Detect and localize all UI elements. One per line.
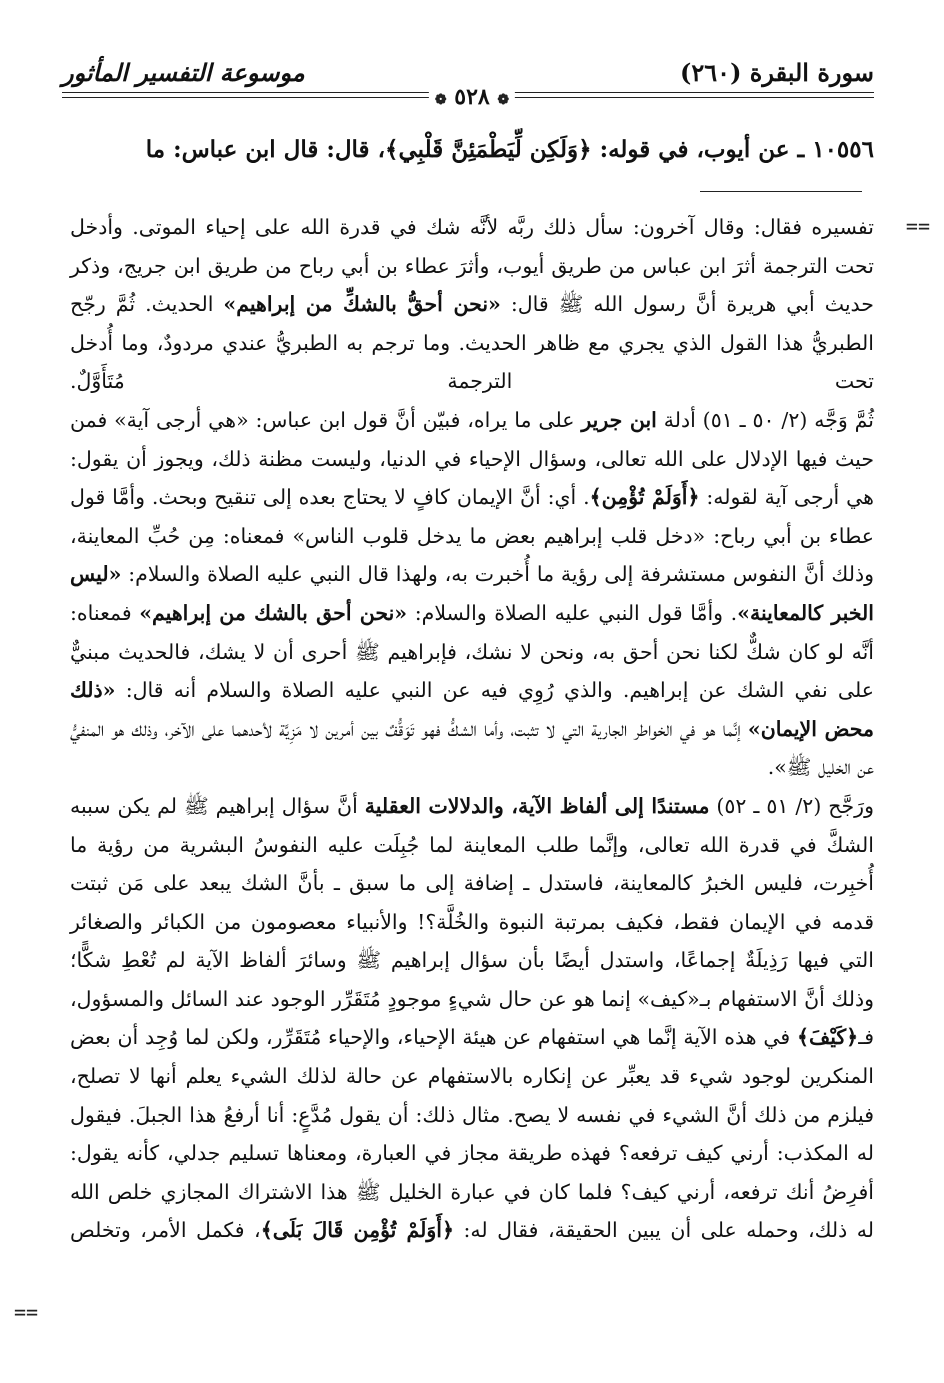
page-number-box bbox=[429, 84, 515, 110]
footnote-body bbox=[70, 208, 874, 1250]
footnote-text: على ما يراه، فبيّن أنَّ قول ابن عباس: «هي أرجى آية» فمن حيث فيها الإدلال على الله تعالى، وسؤال الإحياء في الدنيا، وليست مظنة ذلك، ويجوز أن يقول: هي أرجى آية لقوله: bbox=[70, 407, 874, 510]
footnote-text: . وأمَّا قول النبي عليه الصلاة والسلام: bbox=[407, 600, 738, 625]
narration-text: ، قال: قال bbox=[275, 136, 385, 163]
footnote-paragraph-3 bbox=[70, 787, 874, 1250]
ornament-left-icon: ❁ bbox=[434, 92, 447, 108]
ornament-right-icon: ❁ bbox=[497, 92, 510, 108]
verse-reference: (٢٦٠) bbox=[680, 58, 742, 87]
hadith-quote: «ذلك محض الإيمان» bbox=[70, 678, 874, 741]
hadith-quote: «ليس الخبر كالمعاينة» bbox=[70, 562, 874, 625]
footnote-text: في هذه الآية إنَّما هي استفهام عن هيئة الإحياء، والإحياء مُتَقَرِّر، ولكن لما وُجِد أن بعض المنكرين لوجود شيء قد يعبِّر عن إنكاره بالاستفهام عن حالة لذلك الشيء يعلم أنها لا تصلح، فيلزم من ذلك أنَّ الشيء في نفسه لا يصح. مثال ذلك: أن يقول مُدَّعٍ: أنا أرفعُ هذا الجبلَ. فيقول له المكذب: أرني كيف ترفعه؟ فهذه طريقة مجاز في العبارة، ومعناها تسليم جدلي، كأنه يقول: أفرِضُ أنك ترفعه، أرني كيف؟ فلما كان في عبارة الخليل ﷺ هذا الاشتراك المجازي خلص الله له ذلك، وحمله على أن يبين الحقيقة، فقال له: bbox=[70, 1025, 874, 1243]
quran-quote: ﴿وَلَكِن لِّيَطْمَئِنَّ قَلْبِي﴾ bbox=[385, 136, 592, 163]
narration-number: ١٠٥٥٦ bbox=[812, 136, 874, 163]
footnote-text: إنَّما هو في الخواطر الجارية التي لا تثبت، وأما الشكُّ فهو تَوَقُّفٌ بين أمرين لا مَزِيَّة لأحدهما على الآخر، وذلك هو المنفيُّ عن الخليل ﷺ». bbox=[70, 716, 874, 780]
main-narration bbox=[70, 130, 874, 170]
quran-quote: ﴿كَيْفَ﴾ bbox=[796, 1025, 859, 1050]
footnote-text: تفسيره فقال: وقال آخرون: سأل ذلك ربَّه لأنَّه شك في قدرة الله على إحياء الموتى. وأدخل تحت الترجمة أثرَ ابن عباس من طريق أيوب، وأثرَ عطاء بن أبي رباح من طريق ابن جريج، وذكر حديث أبي هريرة أنَّ رسول الله ﷺ قال: bbox=[70, 215, 874, 317]
quran-quote: ﴿أَوَلَمْ تُؤْمِن قَالَ بَلَى﴾ bbox=[260, 1218, 454, 1243]
continuation-marker-start: == bbox=[905, 214, 930, 238]
continuation-marker-end: == bbox=[14, 1300, 39, 1324]
hadith-quote: «نحن أحقُّ بالشكِّ من إبراهيم» bbox=[223, 292, 501, 317]
footnote-paragraph-2 bbox=[70, 401, 874, 787]
surah-reference bbox=[680, 58, 874, 87]
narration-text: : ما bbox=[145, 136, 182, 163]
footnote-paragraph-1 bbox=[70, 208, 874, 401]
footnote-text: ، فكمل الأمر، وتخلص bbox=[70, 1218, 261, 1243]
footnote-text: ثُمَّ وَجَّه (٢/ ٥٠ ـ ٥١) أدلة bbox=[656, 407, 874, 432]
emphasis-phrase: مستندًا إلى ألفاظ الآية، والدلالات العقلية bbox=[364, 793, 710, 818]
quran-quote: ﴿أَوَلَمْ تُؤْمِن﴾ bbox=[589, 485, 700, 510]
footnote-text: الحديث. ثُمَّ رجّح الطبريُّ هذا القول الذي يجري مع ظاهر الحديث. وما ترجم به الطبريُّ عندي مردودٌ، وما أُدخل تحت الترجمة مُتَأَوَّلٌ. bbox=[70, 292, 874, 394]
footnote-text: فمعناه: أنَّه لو كان شكٌّ لكنا نحن أحق به، ونحن لا نشك، فإبراهيم ﷺ أحرى أن لا يشك، فالحديث مبنيٌّ على نفي الشك عن إبراهيم. والذي رُوِي فيه عن النبي عليه الصلاة والسلام أنه قال: bbox=[70, 600, 874, 703]
scholar-name: ابن جرير bbox=[581, 407, 657, 432]
narrator-name: ابن عباس bbox=[181, 136, 276, 163]
footnote-separator bbox=[700, 191, 862, 192]
narration-text: ـ عن أيوب، في قوله: bbox=[591, 136, 813, 163]
footnote-text: أنَّ سؤال إبراهيم ﷺ لم يكن سببه الشكَّ في قدرة الله تعالى، وإنَّما طلب المعاينة لما جُبِلَت عليه النفوسُ البشرية من رؤية ما أُخبِرت، فليس الخبرُ كالمعاينة، فاستدل ـ إضافة إلى ما سبق ـ بأنَّ الشك يبعد على مَن ثبتت قدمه في الإيمان فقط، فكيف بمرتبة النبوة والخُلَّة؟! والأنبياء معصومون من الكبائر والصغائر التي فيها رَذِيلَةٌ إجماعًا، واستدل أيضًا بأن سؤال إبراهيم ﷺ وسائرَ ألفاظ الآية لم تُعْطِ شكًّا؛ وذلك أنَّ الاستفهام بـ«كيف» إنما هو عن حال شيءٍ موجودٍ مُتَقَرِّر الوجود عند السائل والمسؤول، فـ bbox=[70, 793, 874, 1050]
footnote-text: ورَجَّح (٢/ ٥١ ـ ٥٢) bbox=[709, 793, 874, 818]
hadith-quote: «نحن أحق بالشك من إبراهيم» bbox=[139, 600, 408, 625]
page-number: ٥٢٨ bbox=[454, 84, 490, 110]
book-title: موسوعة التفسير المأثور bbox=[62, 58, 305, 87]
surah-label: سورة البقرة bbox=[749, 58, 874, 87]
footnote-text: . أي: أنَّ الإيمان كافٍ لا يحتاج بعده إلى تنقيح وبحث. وأمَّا قول عطاء بن أبي رباح: «دخل قلب إبراهيم بعض ما يدخل قلوب الناس» فمعناه: مِن حُبِّ المعاينة، وذلك أنَّ النفوس مستشرفة إلى رؤية ما أُخبرت به، ولهذا قال النبي عليه الصلاة والسلام: bbox=[70, 485, 874, 587]
